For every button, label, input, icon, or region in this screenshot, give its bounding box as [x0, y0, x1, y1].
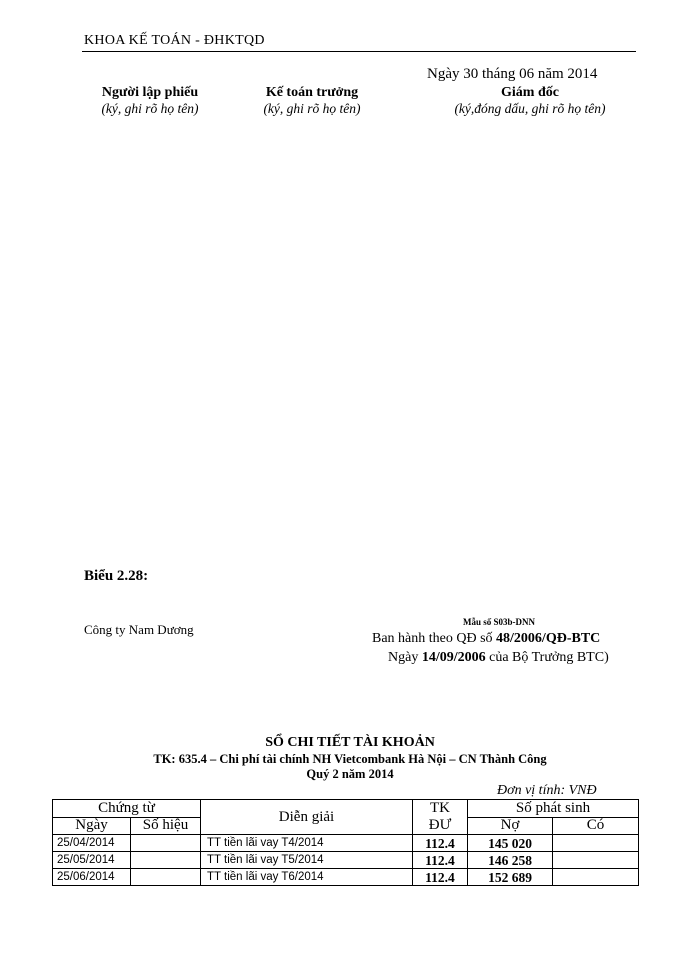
bieu-label: Biểu 2.28: [84, 568, 149, 584]
form-date-value: 14/09/2006 [421, 650, 486, 665]
col-debit: Nợ [468, 817, 553, 835]
col-tk-line1: TK [430, 800, 450, 816]
row-credit [553, 852, 639, 869]
company-name: Công ty Nam Dương [84, 622, 194, 637]
col-tk-line2: ĐƯ [428, 817, 452, 833]
form-issued-prefix: Ban hành theo QĐ số [372, 631, 497, 646]
form-code: Mẫu số S03b-DNN [463, 617, 536, 627]
row-tk: 112.4 [413, 835, 468, 852]
row-debit: 146 258 [468, 852, 553, 869]
form-date-suffix: của Bộ Trưởng BTC) [485, 650, 609, 665]
ledger-title: SỔ CHI TIẾT TÀI KHOẢN [265, 735, 435, 750]
chief-accountant-note: (ký, ghi rõ họ tên) [263, 101, 361, 116]
row-tk: 112.4 [413, 852, 468, 869]
row-credit [553, 835, 639, 852]
col-tk [413, 800, 468, 835]
form-issued-by [372, 631, 600, 647]
row-number [131, 852, 201, 869]
chief-accountant-title: Kế toán trưởng [265, 85, 359, 100]
row-date: 25/05/2014 [53, 852, 131, 869]
header-divider [82, 51, 636, 52]
preparer-title: Người lập phiếu [101, 85, 199, 100]
ledger-table [52, 799, 639, 886]
row-date: 25/04/2014 [53, 835, 131, 852]
director-title: Giám đốc [501, 85, 559, 100]
col-voucher: Chứng từ [53, 800, 201, 818]
preparer-note: (ký, ghi rõ họ tên) [101, 101, 199, 116]
col-amount: Số phát sinh [468, 800, 639, 818]
form-issued-date [388, 650, 609, 666]
ledger-account: TK: 635.4 – Chi phí tài chính NH Vietcombank Hà Nội – CN Thành Công [153, 752, 547, 766]
ledger-unit: Đơn vị tính: VNĐ [497, 783, 597, 798]
table-row [53, 869, 639, 886]
form-decision-number: 48/2006/QĐ-BTC [496, 631, 601, 646]
table-row [53, 835, 639, 852]
row-description: TT tiền lãi vay T6/2014 [201, 869, 413, 886]
col-description: Diễn giải [201, 800, 413, 835]
director-note: (ký,đóng dấu, ghi rõ họ tên) [454, 101, 606, 116]
table-row [53, 852, 639, 869]
col-date: Ngày [53, 817, 131, 835]
row-date: 25/06/2014 [53, 869, 131, 886]
form-date-prefix: Ngày [388, 650, 422, 665]
row-number [131, 835, 201, 852]
header-row-top [53, 800, 639, 818]
row-debit: 145 020 [468, 835, 553, 852]
page-header: KHOA KẾ TOÁN - ĐHKTQD [84, 33, 265, 48]
row-number [131, 869, 201, 886]
row-credit [553, 869, 639, 886]
row-description: TT tiền lãi vay T4/2014 [201, 835, 413, 852]
col-number: Số hiệu [131, 817, 201, 835]
ledger-period: Quý 2 năm 2014 [306, 767, 394, 781]
row-tk: 112.4 [413, 869, 468, 886]
row-debit: 152 689 [468, 869, 553, 886]
col-credit: Có [553, 817, 639, 835]
row-description: TT tiền lãi vay T5/2014 [201, 852, 413, 869]
signature-date: Ngày 30 tháng 06 năm 2014 [427, 66, 598, 82]
